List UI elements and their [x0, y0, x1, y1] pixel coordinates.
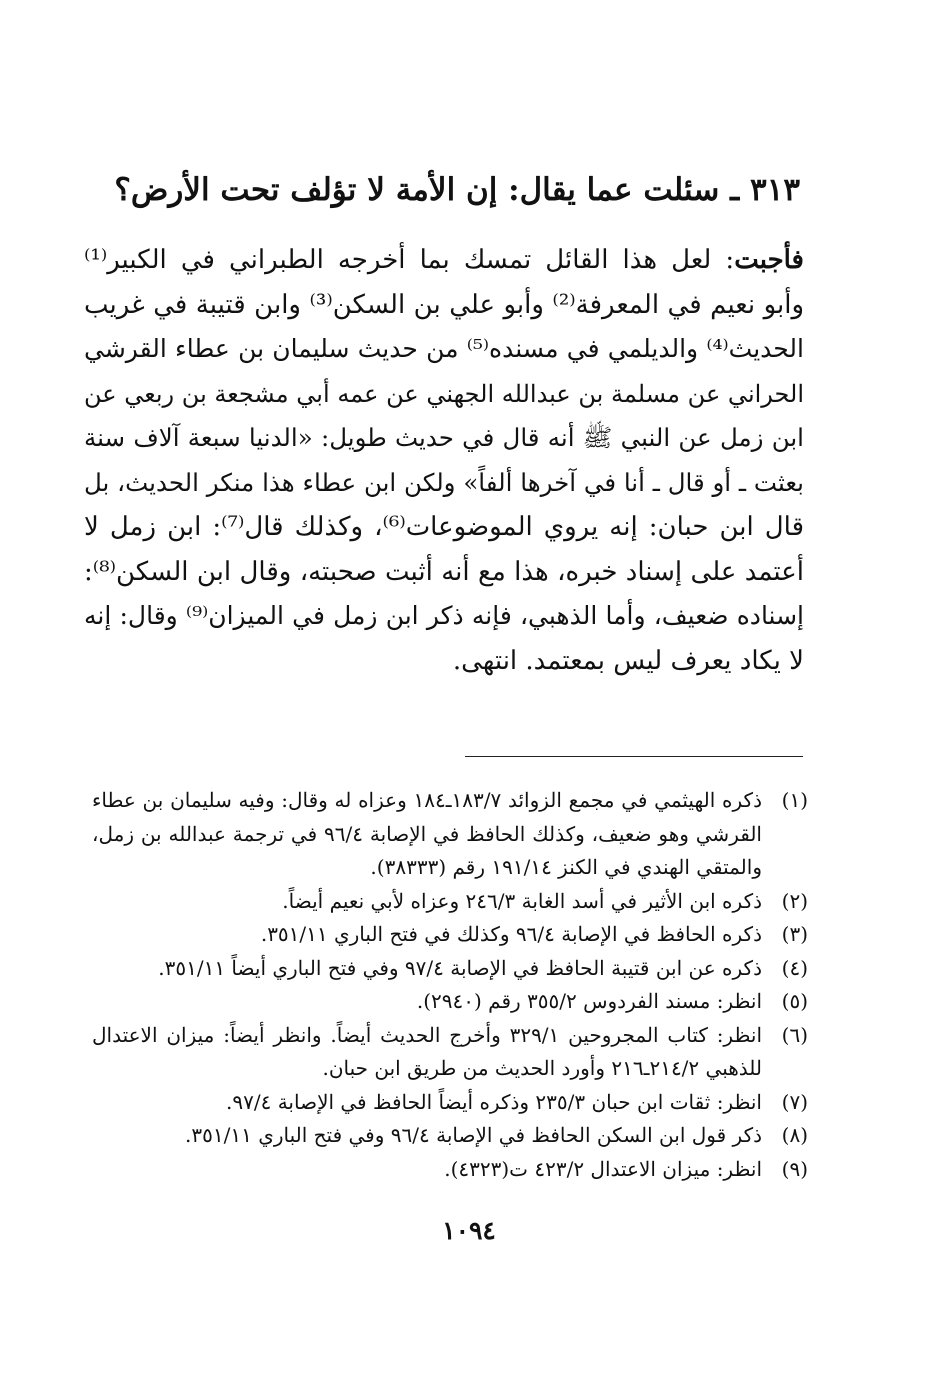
body-line: قال ابن حبان: إنه يروي الموضوعات⁽⁶⁾، وكذلك قال⁽⁷⁾: ابن زمل لا: [84, 512, 804, 542]
footnote-number: (٥): [781, 989, 808, 1013]
footnote: [92, 985, 808, 1019]
body-line: وأبو نعيم في المعرفة⁽²⁾ وأبو علي بن السكن⁽³⁾ وابن قتيبة في غريب: [84, 289, 805, 320]
footnote: [92, 1086, 808, 1120]
footnote: [92, 784, 808, 885]
question-heading: ٣١٣ ـ سئلت عما يقال: إن الأمة لا تؤلف تحت الأرض؟: [114, 172, 800, 208]
footnote-line: انظر: مسند الفردوس ٣٥٥/٢ رقم (٢٩٤٠).: [416, 989, 762, 1013]
footnote: [92, 952, 808, 986]
footnote-line: ذكر قول ابن السكن الحافظ في الإصابة ٩٦/٤ وفي فتح الباري ٣٥١/١١.: [185, 1123, 762, 1147]
answer-label: فأجبت: [734, 245, 804, 275]
footnote-line: ذكره الحافظ في الإصابة ٩٦/٤ وكذلك في فتح الباري ٣٥١/١١.: [260, 922, 762, 946]
footnote-line: والمتقي الهندي في الكنز ١٩١/١٤ رقم (٣٨٣٣٣).: [370, 855, 762, 879]
footnote: [92, 1119, 808, 1153]
body-line: إسناده ضعيف، وأما الذهبي، فإنه ذكر ابن زمل في الميزان⁽⁹⁾ وقال: إنه: [84, 601, 804, 630]
body-line: الحراني عن مسلمة بن عبدالله الجهني عن عمه أبي مشجعة بن ربعي عن: [84, 379, 804, 408]
footnote-line: ذكره الهيثمي في مجمع الزوائد ١٨٣/٧ـ١٨٤ وعزاه له وقال: وفيه سليمان بن عطاء: [92, 788, 762, 812]
footnote-line: للذهبي ٢١٤/٢ـ٢١٦ وأورد الحديث من طريق ابن حبان.: [322, 1056, 762, 1080]
body-line: أعتمد على إسناد خبره، هذا مع أنه أثبت صحبته، وقال ابن السكن⁽⁸⁾:: [84, 556, 804, 587]
footnote-number: (٨): [781, 1123, 808, 1147]
footnote-line: ذكره عن ابن قتيبة الحافظ في الإصابة ٩٧/٤ وفي فتح الباري أيضاً ٣٥١/١١.: [158, 955, 762, 980]
footnote-divider: [465, 756, 803, 757]
footnote: [92, 885, 808, 919]
footnote-number: (٩): [781, 1156, 808, 1181]
footnote: [92, 1019, 808, 1086]
body-line: بعثت ـ أو قال ـ أنا في آخرها ألفاً» ولكن ابن عطاء هذا منكر الحديث، بل: [84, 467, 804, 497]
footnote-line: ذكره ابن الأثير في أسد الغابة ٢٤٦/٣ وعزاه لأبي نعيم أيضاً.: [282, 888, 762, 913]
footnote: [92, 918, 808, 952]
body-line: فأجبت: لعل هذا القائل تمسك بما أخرجه الطبراني في الكبير⁽¹⁾: [84, 245, 804, 275]
footnote-number: (١): [781, 788, 808, 812]
footnote-line: انظر: ميزان الاعتدال ٤٢٣/٢ ت(٤٣٢٣).: [444, 1156, 762, 1181]
page-number: ١٠٩٤: [442, 1216, 496, 1245]
footnotes: [92, 784, 808, 1186]
footnote-number: (٦): [781, 1022, 808, 1047]
footnote-number: (٤): [781, 955, 808, 980]
body-line: الحديث⁽⁴⁾ والديلمي في مسنده⁽⁵⁾ من حديث سليمان بن عطاء القرشي: [84, 334, 804, 363]
footnote-line: انظر: كتاب المجروحين ٣٢٩/١ وأخرج الحديث أيضاً. وانظر أيضاً: ميزان الاعتدال: [92, 1022, 763, 1047]
answer-body: [84, 238, 804, 683]
footnote-number: (٣): [781, 922, 808, 946]
footnote-line: القرشي وهو ضعيف، وكذلك الحافظ في الإصابة ٩٦/٤ في ترجمة عبدالله بن زمل،: [92, 821, 762, 846]
footnote-number: (٧): [781, 1089, 808, 1114]
footnote: [92, 1153, 808, 1187]
body-line: ابن زمل عن النبي ﷺ أنه قال في حديث طويل: «الدنيا سبعة آلاف سنة: [84, 423, 804, 452]
footnote-line: انظر: ثقات ابن حبان ٢٣٥/٣ وذكره أيضاً الحافظ في الإصابة ٩٧/٤.: [226, 1089, 762, 1114]
body-line: لا يكاد يعرف ليس بمعتمد. انتهى.: [452, 645, 804, 676]
footnote-number: (٢): [781, 888, 808, 913]
